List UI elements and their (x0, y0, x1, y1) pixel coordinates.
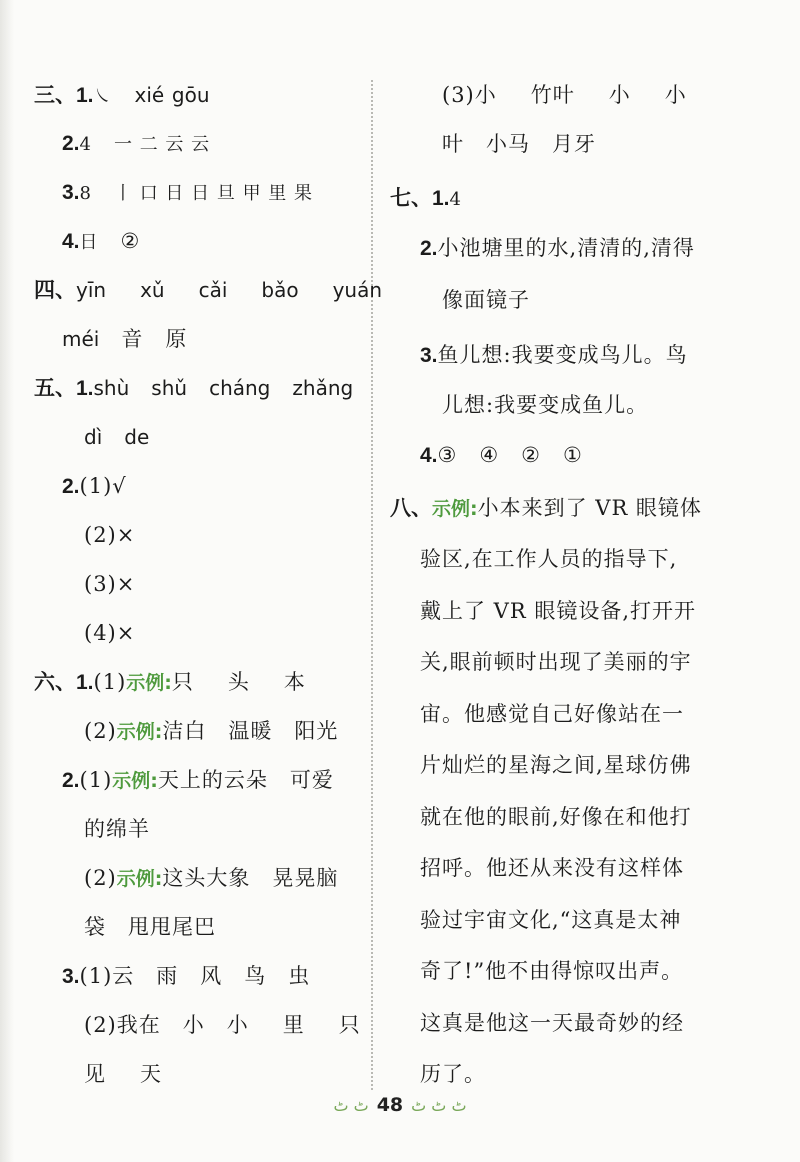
answer-6-2-2-line2: 袋 甩甩尾巴 (84, 915, 216, 939)
answer-7-1: 七、1.4 (390, 187, 462, 210)
answer-3-1: 三、1.㇏ xié gōu (34, 83, 210, 107)
answer-3-3: 3.8 丨 口 日 日 旦 甲 里 果 (62, 181, 314, 204)
answer-6-3-3-line2: 叶 小马 月牙 (442, 132, 596, 156)
answer-7-3-line2: 儿想:我要变成鱼儿。 (442, 393, 649, 417)
page-footer (0, 1094, 800, 1116)
answer-8-line: 就在他的眼前,好像在和他打 (420, 805, 692, 829)
page-number: 48 (376, 1094, 404, 1116)
answer-6-2-1-line2: 的绵羊 (84, 817, 150, 841)
answer-6-3-3: (3)小 竹叶 小 小 (442, 83, 687, 107)
answer-7-4: 4.③ ④ ② ① (420, 443, 583, 467)
answer-4-pinyin: 四、yīn xǔ cǎi bǎo yuán (34, 278, 383, 302)
answer-5-1: 五、1.shù shǔ cháng zhǎng (34, 376, 354, 400)
answer-7-2-line2: 像面镜子 (442, 288, 530, 312)
answer-8-line: 宙。他感觉自己好像站在一 (420, 702, 684, 726)
answer-5-2-1: 2.(1)√ (62, 474, 127, 498)
answer-5-2-3: (3)× (84, 572, 136, 596)
answer-8-line: 戴上了 VR 眼镜设备,打开开 (420, 599, 697, 623)
answer-7-3: 3.鱼儿想:我要变成鸟儿。鸟 (420, 343, 688, 367)
answer-6-3-2: (2)我在 小 小 里 只 (84, 1013, 361, 1037)
answer-5-2-2: (2)× (84, 523, 136, 547)
page-edge-shadow (0, 0, 14, 1162)
answer-8-line: 验过宇宙文化,“这真是太神 (420, 908, 682, 932)
answer-4-line2: méi 音 原 (62, 327, 188, 351)
answer-3-4: 4.日 ② (62, 229, 141, 253)
answer-6-1-2: (2)示例:洁白 温暖 阳光 (84, 719, 339, 743)
sprout-decoration-left: ٹ ٹ ٹ (411, 1096, 467, 1115)
answer-5-2-4: (4)× (84, 621, 136, 645)
answer-6-3-2-line2: 见 天 (84, 1062, 162, 1086)
answer-8-line: 奇了!”他不由得惊叹出声。 (420, 959, 684, 983)
answer-6-3-1: 3.(1)云 雨 风 鸟 虫 (62, 964, 311, 988)
answer-6-2-1: 2.(1)示例:天上的云朵 可爱 (62, 768, 334, 792)
answer-8-line: 历了。 (420, 1062, 486, 1086)
answer-6-1-1: 六、1.(1)示例:只 头 本 (34, 670, 306, 694)
answer-7-2: 2.小池塘里的水,清清的,清得 (420, 236, 695, 260)
answer-8-line: 招呼。他还从来没有这样体 (420, 856, 684, 880)
answer-8-line: 关,眼前顿时出现了美丽的宇 (420, 650, 692, 674)
answer-8-line: 片灿烂的星海之间,星球仿佛 (420, 753, 692, 777)
answer-3-2: 2.4 一 二 云 云 (62, 132, 211, 155)
answer-8-line: 验区,在工作人员的指导下, (420, 547, 678, 571)
column-divider (371, 80, 373, 1090)
sprout-decoration-right: ٹ ٹ (333, 1096, 369, 1115)
answer-6-2-2: (2)示例:这头大象 晃晃脑 (84, 866, 339, 890)
answer-8-line: 这真是他这一天最奇妙的经 (420, 1011, 684, 1035)
answer-8-line-0: 八、示例:小本来到了 VR 眼镜体 (390, 496, 702, 520)
answer-5-1-line2: dì de (84, 425, 150, 449)
